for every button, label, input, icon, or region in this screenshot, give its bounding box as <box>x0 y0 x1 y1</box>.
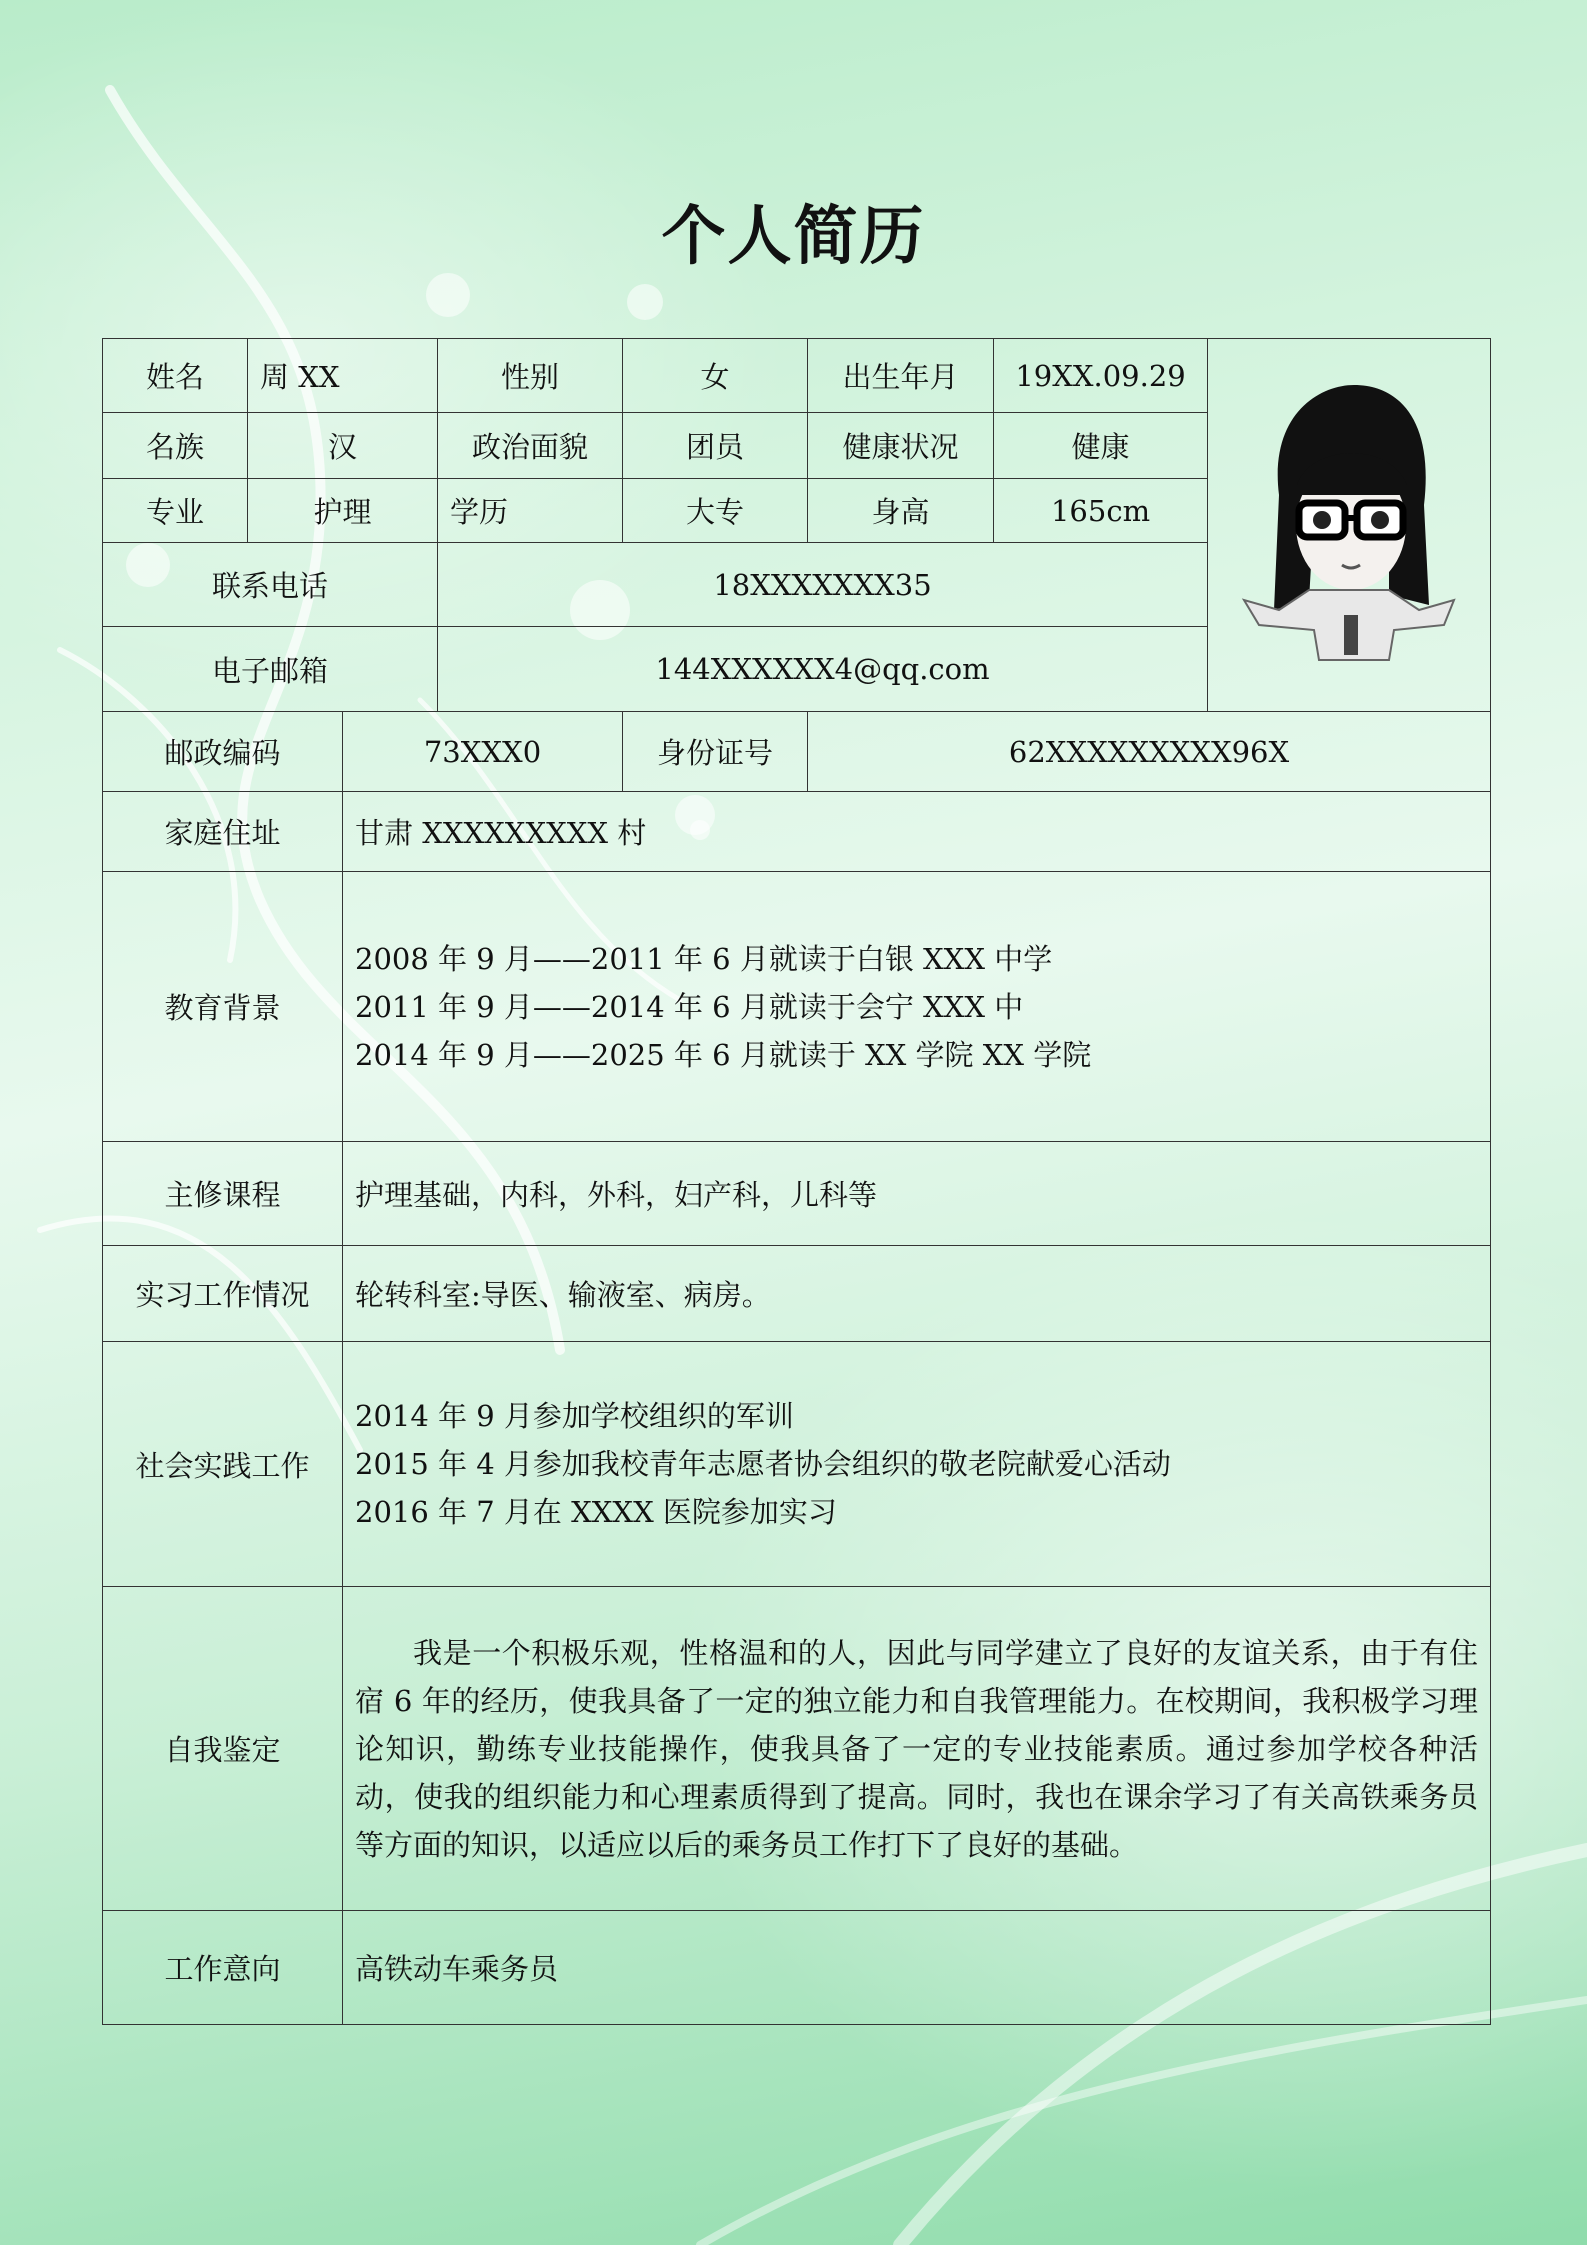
health-label: 健康状况 <box>808 413 994 479</box>
table-row <box>103 1911 1491 2025</box>
birth-value: 19XX.09.29 <box>994 339 1208 413</box>
phone-value: 18XXXXXXX35 <box>438 543 1208 627</box>
self-eval-text: 我是一个积极乐观，性格温和的人，因此与同学建立了良好的友谊关系，由于有住宿 6 年的经历，使我具备了一定的独立能力和自我管理能力。在校期间，我积极学习理论知识，勤练专业技能操作，使我具备了一定的专业技能素质。通过参加学校各种活动，使我的组织能力和心理素质得到了提高。同时，我也在课余学习了有关高铁乘务员等方面的知识，以适应以后的乘务员工作打下了良好的基础。 <box>355 1635 1479 1862</box>
practice-line: 2014 年 9 月参加学校组织的军训 <box>355 1399 794 1433</box>
id-value: 62XXXXXXXXX96X <box>808 712 1491 792</box>
table-row <box>103 1142 1491 1246</box>
address-label: 家庭住址 <box>103 792 343 872</box>
postal-label: 邮政编码 <box>103 712 343 792</box>
practice-label: 社会实践工作 <box>103 1342 343 1587</box>
address-value: 甘肃 XXXXXXXXX 村 <box>343 792 1491 872</box>
resume-table <box>102 338 1491 2025</box>
internship-value: 轮转科室:导医、输液室、病房。 <box>343 1246 1491 1342</box>
practice-line: 2015 年 4 月参加我校青年志愿者协会组织的敬老院献爱心活动 <box>355 1447 1171 1481</box>
height-label: 身高 <box>808 479 994 543</box>
gender-label: 性别 <box>438 339 623 413</box>
political-value: 团员 <box>623 413 808 479</box>
education-line: 2008 年 9 月——2011 年 6 月就读于白银 XXX 中学 <box>355 941 1053 976</box>
education-history <box>343 872 1491 1142</box>
practice-line: 2016 年 7 月在 XXXX 医院参加实习 <box>355 1495 837 1529</box>
birth-label: 出生年月 <box>808 339 994 413</box>
education-section-label: 教育背景 <box>103 872 343 1142</box>
intention-value: 高铁动车乘务员 <box>343 1911 1491 2025</box>
id-label: 身份证号 <box>623 712 808 792</box>
page-title: 个人简历 <box>661 199 926 274</box>
avatar <box>1239 375 1459 675</box>
self-eval-label: 自我鉴定 <box>103 1587 343 1911</box>
table-row <box>103 339 1491 413</box>
major-value: 护理 <box>248 479 438 543</box>
photo-cell <box>1208 339 1491 712</box>
email-value: 144XXXXXX4@qq.com <box>438 627 1208 712</box>
gender-value: 女 <box>623 339 808 413</box>
ethnicity-label: 名族 <box>103 413 248 479</box>
practice-list <box>343 1342 1491 1587</box>
postal-value: 73XXX0 <box>343 712 623 792</box>
intention-label: 工作意向 <box>103 1911 343 2025</box>
education-line: 2011 年 9 月——2014 年 6 月就读于会宁 XXX 中 <box>355 989 1024 1024</box>
height-value: 165cm <box>994 479 1208 543</box>
courses-label: 主修课程 <box>103 1142 343 1246</box>
table-row <box>103 712 1491 792</box>
table-row <box>103 1342 1491 1587</box>
table-row <box>103 872 1491 1142</box>
name-label: 姓名 <box>103 339 248 413</box>
internship-label: 实习工作情况 <box>103 1246 343 1342</box>
name-value: 周 XX <box>248 339 438 413</box>
ethnicity-value: 汉 <box>248 413 438 479</box>
table-row <box>103 1587 1491 1911</box>
self-eval-cell <box>343 1587 1491 1911</box>
education-line: 2014 年 9 月——2025 年 6 月就读于 XX 学院 XX 学院 <box>355 1037 1092 1072</box>
health-value: 健康 <box>994 413 1208 479</box>
email-label: 电子邮箱 <box>103 627 438 712</box>
phone-label: 联系电话 <box>103 543 438 627</box>
major-label: 专业 <box>103 479 248 543</box>
table-row <box>103 1246 1491 1342</box>
courses-value: 护理基础，内科，外科，妇产科，儿科等 <box>343 1142 1491 1246</box>
table-row <box>103 792 1491 872</box>
education-value: 大专 <box>623 479 808 543</box>
education-label: 学历 <box>438 479 623 543</box>
political-label: 政治面貌 <box>438 413 623 479</box>
